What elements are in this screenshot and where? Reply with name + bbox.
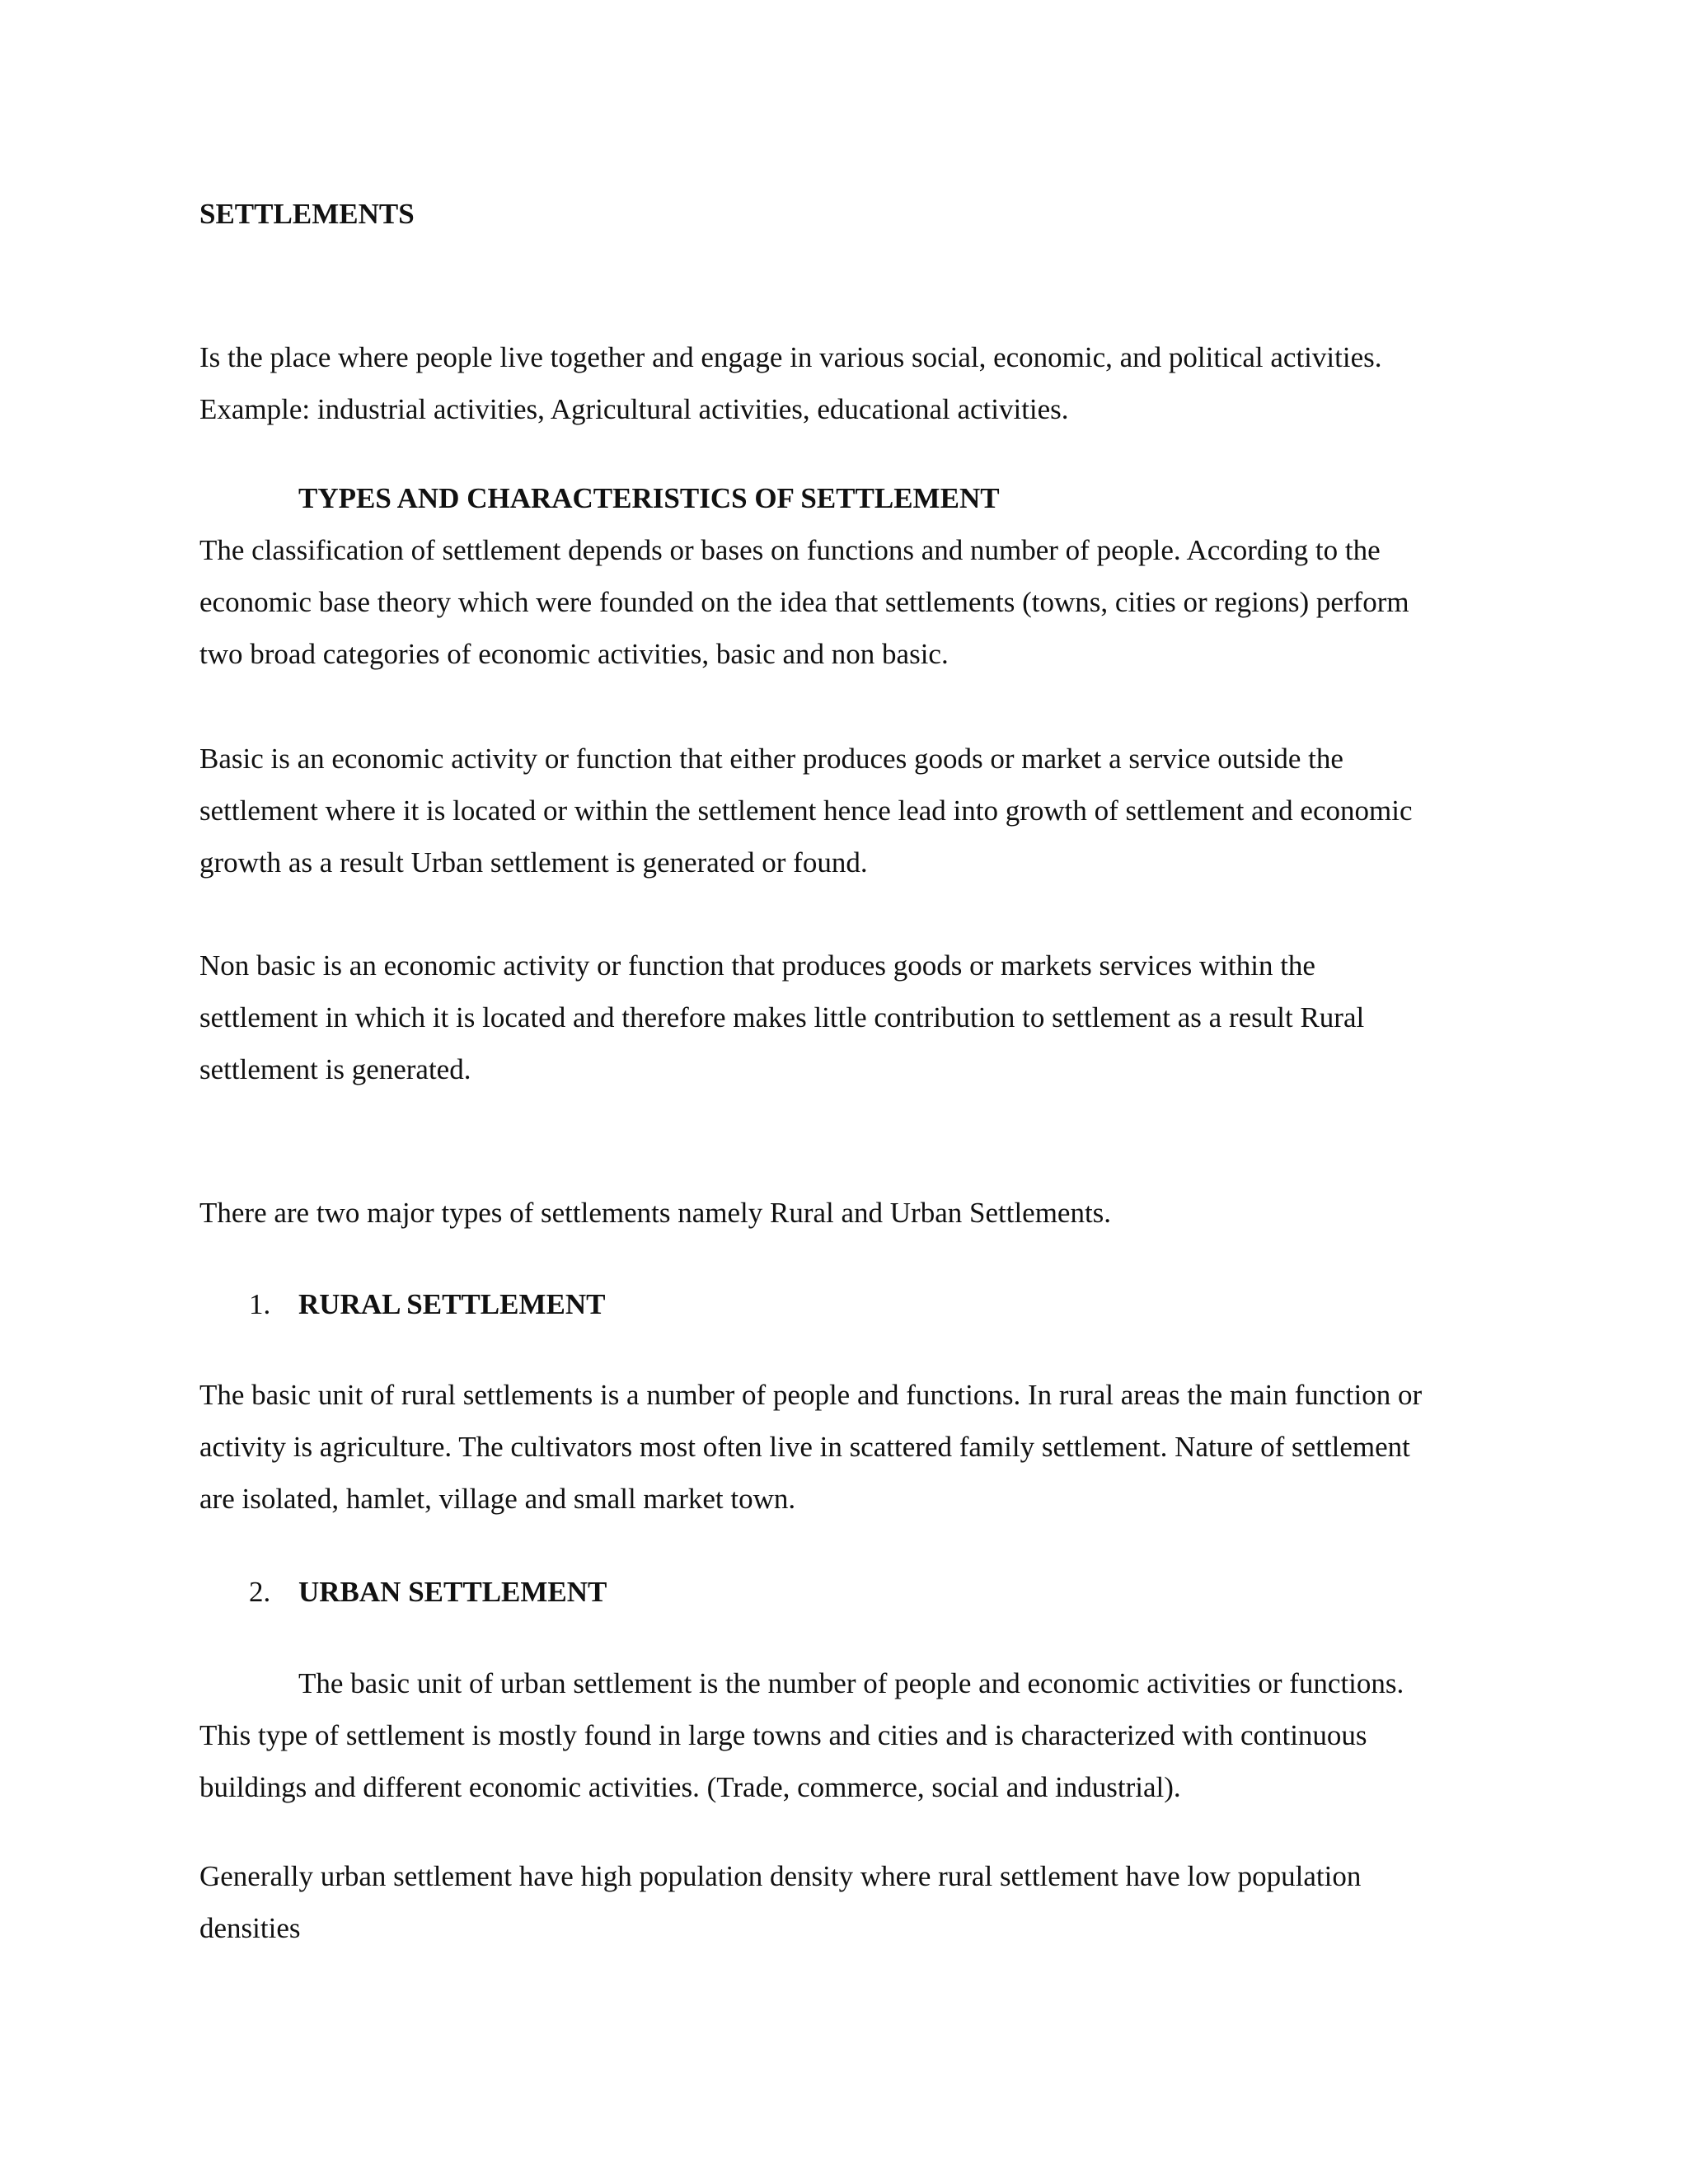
urban-line-1: The basic unit of urban settlement is the number of people and economic activities or functions.: [298, 1667, 1404, 1699]
types-heading: TYPES AND CHARACTERISTICS OF SETTLEMENT: [298, 482, 1000, 514]
rural-number: 1.: [249, 1288, 271, 1320]
urban-line-2: This type of settlement is mostly found in large towns and cities and is characterized with continuous: [199, 1719, 1367, 1751]
generally-line-1: Generally urban settlement have high population density where rural settlement have low population: [199, 1860, 1362, 1892]
intro-line-2: Example: industrial activities, Agricultural activities, educational activities.: [199, 393, 1069, 425]
rural-line-1: The basic unit of rural settlements is a number of people and functions. In rural areas the main function or: [199, 1379, 1423, 1411]
classification-paragraph: [199, 524, 1502, 680]
classification-line-2: economic base theory which were founded on the idea that settlements (towns, cities or regions) perform: [199, 586, 1409, 618]
urban-number: 2.: [249, 1576, 271, 1608]
rural-line-2: activity is agriculture. The cultivators most often live in scattered family settlement. Nature of settlement: [199, 1431, 1410, 1463]
basic-line-3: growth as a result Urban settlement is generated or found.: [199, 846, 868, 879]
rural-paragraph: [199, 1369, 1502, 1525]
non-basic-line-2: settlement in which it is located and therefore makes little contribution to settlement as a result Rural: [199, 1001, 1365, 1033]
generally-paragraph: [199, 1850, 1502, 1954]
classification-line-3: two broad categories of economic activities, basic and non basic.: [199, 638, 949, 670]
classification-line-1: The classification of settlement depends or bases on functions and number of people. According to the: [199, 534, 1381, 566]
non-basic-line-1: Non basic is an economic activity or function that produces goods or markets services within the: [199, 949, 1315, 982]
urban-line-3: buildings and different economic activities. (Trade, commerce, social and industrial).: [199, 1771, 1181, 1803]
urban-heading: URBAN SETTLEMENT: [298, 1576, 607, 1608]
rural-heading: RURAL SETTLEMENT: [298, 1288, 606, 1320]
intro-line-1: Is the place where people live together and engage in various social, economic, and political activities.: [199, 341, 1382, 373]
non-basic-paragraph: [199, 940, 1502, 1095]
basic-paragraph: [199, 733, 1502, 888]
non-basic-line-3: settlement is generated.: [199, 1053, 471, 1085]
intro-paragraph: [199, 331, 1502, 435]
two-types-paragraph: There are two major types of settlements namely Rural and Urban Settlements.: [199, 1197, 1112, 1229]
urban-paragraph: [199, 1657, 1502, 1813]
document-title: SETTLEMENTS: [199, 198, 415, 230]
rural-line-3: are isolated, hamlet, village and small market town.: [199, 1483, 796, 1515]
basic-line-2: settlement where it is located or within the settlement hence lead into growth of settlement and economic: [199, 794, 1413, 827]
basic-line-1: Basic is an economic activity or function that either produces goods or market a service outside the: [199, 743, 1343, 775]
generally-line-2: densities: [199, 1912, 301, 1944]
